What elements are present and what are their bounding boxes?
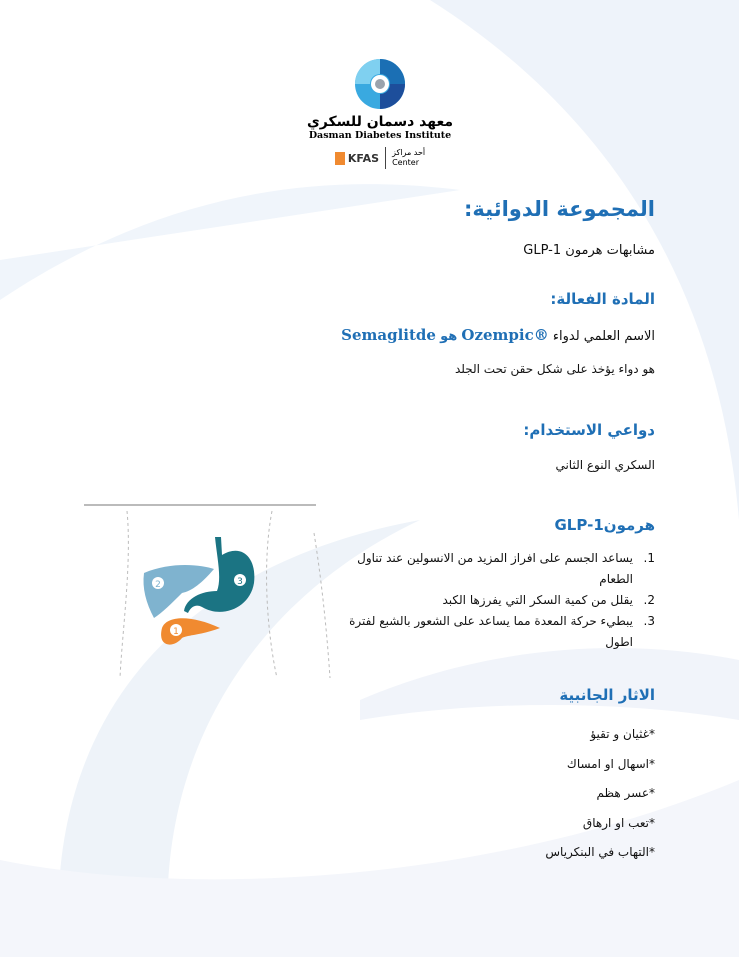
hormone-title: هرمونGLP-1 [554, 516, 655, 534]
pancreas-icon [161, 618, 220, 644]
list-item: *تعب او ارهاق [582, 815, 655, 830]
list-item: *اسهال او امساك [566, 756, 655, 771]
group-title: المجموعة الدوائية: [464, 197, 655, 221]
list-item: *التهاب في البنكرياس [545, 845, 655, 859]
active-line [341, 326, 655, 344]
logo-arabic: معهد دسمان للسكري [306, 114, 454, 130]
kfas-logo: KFAS [335, 152, 379, 165]
list-item: *غثيان و تقيؤ [590, 727, 655, 741]
organ-label-2: 2 [155, 580, 161, 590]
list-item: *عسر هظم [596, 786, 655, 800]
generic-name: Semaglitde [341, 326, 436, 344]
ddi-logo-icon [354, 58, 406, 110]
organ-label-3: 3 [237, 577, 243, 587]
center-ar: أحد مراكز [392, 148, 426, 157]
logo [300, 58, 460, 169]
side-effects-list [545, 720, 655, 868]
list-item: 2. يقلل من كمية السكر التي يفرزها الكبد [442, 593, 655, 607]
list-item: 1. يساعد الجسم على افراز المزيد من الانسولين عند تناول الطعام [357, 551, 655, 586]
brand-name: Ozempic® [461, 326, 549, 344]
liver-icon [143, 565, 214, 618]
organs-illustration [82, 503, 332, 683]
logo-english: Dasman Diabetes Institute [308, 130, 452, 141]
active-text: الاسم العلمي لدواء [552, 329, 655, 344]
indication-text: السكري النوع الثاني [555, 458, 655, 472]
indication-title: دواعي الاستخدام: [523, 421, 655, 439]
active-note: هو دواء يؤخذ على شكل حقن تحت الجلد [454, 362, 655, 376]
connector: هو [440, 329, 458, 344]
list-item: 3. يبطيء حركة المعدة مما يساعد على الشعور بالشبع لفترة اطول [349, 614, 655, 649]
side-effects-title: الاثار الجانبية [559, 686, 655, 704]
hormone-list [348, 548, 655, 653]
active-title: المادة الفعالة: [550, 290, 655, 308]
group-text: مشابهات هرمون GLP-1 [523, 243, 655, 258]
center-en: Center [392, 158, 420, 167]
organ-label-1: 1 [173, 627, 179, 637]
